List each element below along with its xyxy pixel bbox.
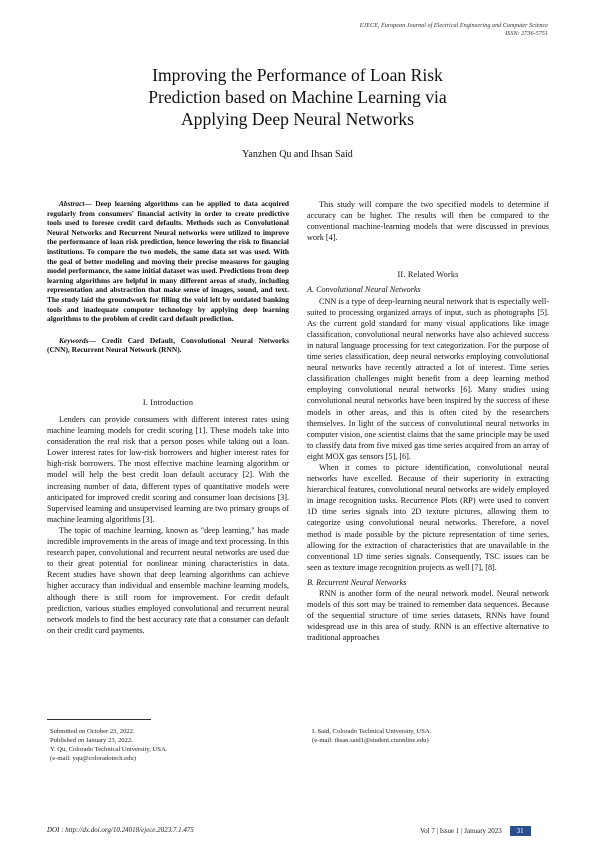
- journal-issn: ISSN: 2736-5751: [505, 30, 548, 37]
- right-column: [307, 199, 549, 643]
- journal-name: EJECE, European Journal of Electrical Engineering and Computer Science: [359, 22, 548, 29]
- title-line-3: Applying Deep Neural Networks: [180, 109, 415, 129]
- section-heading-related-works: II. Related Works: [397, 270, 459, 280]
- journal-header: [360, 22, 548, 38]
- intro-paragraph-3: This study will compare the two specified models to determine if accuracy can be higher. The results will then be compared to the conventional machine-learning models that were discussed in previous work [4].: [307, 200, 549, 243]
- abstract-label: Abstract: [59, 199, 85, 208]
- abstract: [47, 199, 289, 324]
- doi-link[interactable]: DOI : http://dx.doi.org/10.24018/ejece.2023.7.1.475: [47, 826, 194, 834]
- intro-paragraph-1: Lenders can provide consumers with different interest rates using machine learning models for credit scoring [1]. These models take into consideration the real risk that a person poses while taking out a loan. Lower interest rates for low-risk borrowers and higher interest rates for high-risk borrowers. The most effective machine learning algorithm or model will help the best credit loan default accuracy [2]. With the increasing number of data, different types of quantitative models were anticipated for improved credit scoring and consumer loan decisions [3]. Supervised learning and unsupervised learning are two primary groups of machine learning algorithms [3].: [47, 415, 289, 524]
- footnotes-left: [50, 727, 167, 763]
- footnote-published: Published on January 23, 2022.: [50, 737, 133, 744]
- page-footer: [420, 826, 531, 836]
- left-column: [47, 199, 289, 636]
- cnn-paragraph-2: When it comes to picture identification, convolutional neural networks have excelled. Because of their superiority in extracting hierarchical features, convolutional neural networks are widely employed in image recognition tasks. Recurrence Plots (RP) were used to convert 1D time series signals into 2D texture pictures, allowing them to categorize using convolutional neural networks. Therefore, a novel method is made possible by the picture representation of time series, allowing for the extraction of characteristics that are unavailable in the conventional 1D time series signals. Consequently, TSC issues can be seen as texture image recognition projects as well [7], [8].: [307, 462, 549, 572]
- authors: Yanzhen Qu and Ihsan Said: [242, 149, 353, 160]
- footnote-rule: [47, 719, 151, 720]
- intro-paragraph-2: The topic of machine learning, known as "deep learning," has made incredible improvements in the areas of image and text processing. In this research paper, convolutional and recurrent neural networks are used due to their great potential for nonlinear mining characteristics in data. Recent studies have shown that deep learning algorithms can achieve higher accuracy than individual and ensemble machine learning models, although there is still room for improvement. For credit default prediction, various studies employed convolutional and recurrent neural network models to find the best accuracy rate that a consumer can default on their credit card payments.: [47, 525, 289, 635]
- footnote-author-2: I. Said, Colorado Technical University, USA.: [312, 728, 432, 735]
- abstract-text: — Deep learning algorithms can be applied to data acquired regularly from consumers' financial activity in order to create predictive tools used to foresee credit card defaults. Methods such as Convolutional Neural Networks and Recurrent Neural networks were utilized to improve the performance of loan risk prediction, hence lowering the risk to financial institutions. To compare the two models, the same data set was used. With the goal of better modeling and moving their precise measures for gauging model performance, the same initial dataset was used. Predictions from deep learning algorithms are helpful in many different areas of study, including representation and abstraction that make sense of images, sound, and text. The study laid the groundwork for filling the void left by outdated banking tools and inadequate computer technology by applying deep learning algorithms to the problem of credit card default prediction.: [47, 199, 289, 324]
- section-heading-introduction: I. Introduction: [142, 397, 194, 407]
- cnn-paragraph-1: CNN is a type of deep-learning neural network that is especially well-suited to processing organized arrays of input, such as photographs [5]. As the current gold standard for many visual applications like image classification, convolutional neural networks have also achieved success in natural language processing for text categorization. For the purpose of time series classification, deep neural networks employing convolutional neural networks have recently attracted a lot of interest. Time series classification challenges might benefit from a deep learning method employing convolutional neural networks [6]. Many studies using convolutional neural networks have been inspired by the success of these models in other areas, and this is often cited by the researchers themselves. In light of the success of convolutional neural networks in computer vision, one scientist claims that the same principle may be used to classify data from five mixed gas time series acquired from an array of eight MOX gas sensors [5], [6].: [307, 296, 549, 461]
- subsection-heading-rnn: B. Recurrent Neural Networks: [307, 577, 407, 587]
- page-number: 31: [510, 826, 531, 836]
- rnn-paragraph-1: RNN is another form of the neural network model. Neural network models of this sort may be trained to remember data sequences. Because of the sequential structure of time series datasets, RNNs have found widespread use in this area of study. RNN is an effective alternative to traditional approaches: [307, 589, 549, 643]
- volume-info: Vol 7 | Issue 1 | January 2023: [420, 827, 502, 835]
- keywords-text: — Credit Card Default, Convolutional Neural Networks (CNN), Recurrent Neural Network (RNN).: [47, 335, 289, 355]
- footnote-email-2: (e-mail: ihsan.said1@student.ctuonline.edu): [312, 737, 429, 744]
- title-line-1: Improving the Performance of Loan Risk: [152, 65, 443, 85]
- subsection-heading-cnn: A. Convolutional Neural Networks: [307, 285, 421, 295]
- title-line-2: Prediction based on Machine Learning via: [148, 87, 447, 107]
- keywords-label: Keywords: [59, 335, 89, 345]
- footnote-email-1: (e-mail: yqu@coloradotech.edu): [50, 755, 136, 762]
- footnote-author-1: Y. Qu, Colorado Technical University, USA.: [50, 746, 168, 753]
- paper-title: [60, 64, 535, 130]
- keywords: [47, 336, 289, 355]
- footnotes-right: [312, 727, 431, 745]
- footnote-submitted: Submitted on October 23, 2022.: [50, 728, 135, 735]
